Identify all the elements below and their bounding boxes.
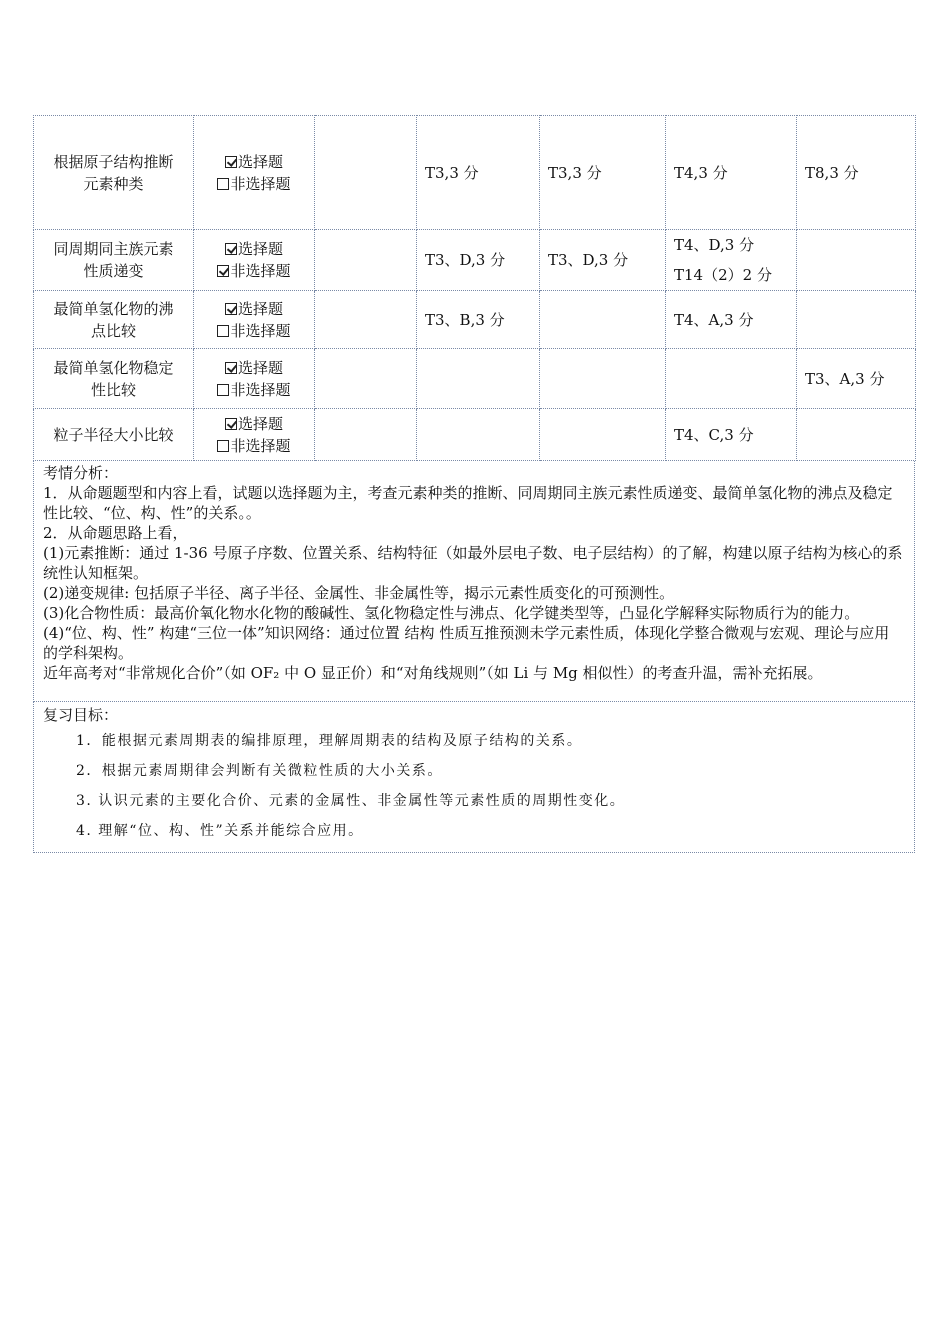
topic-text: 根据原子结构推断 — [53, 152, 174, 171]
score-cell — [540, 291, 666, 349]
analysis-section — [33, 461, 915, 702]
score-text: T14（2）2 分 — [674, 266, 772, 284]
choice-label: 选择题 — [237, 414, 283, 433]
analysis-paragraph: (1)元素推断：通过 1-36 号原子序数、位置关系、结构特征（如最外层电子数、电子层结构）的了解，构建以原子结构为核心的系统性认知框架。 — [43, 544, 903, 582]
topic-text: 最简单氢化物稳定 — [53, 358, 174, 377]
score-cell — [417, 349, 540, 409]
checked-checkbox-icon[interactable] — [225, 243, 237, 255]
exam-stats-table — [33, 115, 916, 461]
table-row — [34, 349, 916, 409]
score-cell — [797, 291, 916, 349]
choice-label: 选择题 — [237, 240, 283, 258]
table-row — [34, 116, 916, 230]
unchecked-checkbox-icon[interactable] — [217, 325, 229, 337]
review-goals-section — [33, 702, 915, 853]
nonchoice-label: 非选择题 — [230, 380, 291, 399]
score-cell: T3,3 分 — [417, 116, 540, 230]
question-type-cell — [194, 409, 315, 461]
choice-label: 选择题 — [237, 299, 283, 318]
empty-cell — [315, 230, 417, 291]
nonchoice-label: 非选择题 — [230, 262, 291, 280]
topic-text: 粒子半径大小比较 — [53, 425, 174, 444]
score-cell — [797, 409, 916, 461]
score-cell: T3、A,3 分 — [797, 349, 916, 409]
goal-item: 2．根据元素周期律会判断有关微粒性质的大小关系。 — [76, 763, 443, 779]
goal-item: 4. 理解“位、构、性”关系并能综合应用。 — [76, 823, 364, 839]
unchecked-checkbox-icon[interactable] — [217, 384, 229, 396]
score-cell: T3,3 分 — [540, 116, 666, 230]
checked-checkbox-icon[interactable] — [225, 418, 237, 430]
topic-text: 同周期同主族元素 — [53, 240, 174, 258]
unchecked-checkbox-icon[interactable] — [217, 440, 229, 452]
topic-cell — [34, 116, 194, 230]
nonchoice-label: 非选择题 — [230, 436, 291, 455]
score-cell — [666, 230, 797, 291]
analysis-heading: 考情分析： — [43, 464, 119, 482]
goal-item: 3. 认识元素的主要化合价、元素的金属性、非金属性等元素性质的周期性变化。 — [76, 793, 626, 809]
score-cell: T3、B,3 分 — [417, 291, 540, 349]
nonchoice-label: 非选择题 — [230, 174, 291, 193]
table-row — [34, 291, 916, 349]
choice-label: 选择题 — [237, 152, 283, 171]
checked-checkbox-icon[interactable] — [225, 362, 237, 374]
checked-checkbox-icon[interactable] — [217, 265, 229, 277]
question-type-cell — [194, 349, 315, 409]
checked-checkbox-icon[interactable] — [225, 303, 237, 315]
analysis-paragraph: 近年高考对“非常规化合价”（如 OF₂ 中 O 显正价）和“对角线规则”（如 Li 与 Mg 相似性）的考查升温，需补充拓展。 — [43, 664, 823, 682]
score-cell — [666, 291, 797, 349]
analysis-paragraph: (3)化合物性质：最高价氧化物水化物的酸碱性、氢化物稳定性与沸点、化学键类型等，凸显化学解释实际物质行为的能力。 — [43, 604, 860, 622]
analysis-paragraph: 1．从命题题型和内容上看，试题以选择题为主，考查元素种类的推断、同周期同主族元素性质递变、最简单氢化物的沸点及稳定性比较、“位、构、性”的关系。。 — [43, 484, 893, 522]
topic-text: 性比较 — [90, 380, 136, 399]
score-cell — [666, 116, 797, 230]
question-type-cell — [194, 291, 315, 349]
topic-text: 性质递变 — [83, 262, 144, 280]
topic-text: 元素种类 — [83, 174, 144, 193]
choice-label: 选择题 — [237, 358, 283, 377]
topic-cell — [34, 291, 194, 349]
score-text: T4、D,3 分 — [674, 236, 755, 254]
analysis-paragraph: 2．从命题思路上看， — [43, 524, 188, 542]
checked-checkbox-icon[interactable] — [225, 156, 237, 168]
score-cell — [417, 409, 540, 461]
analysis-paragraph: (4)“位、构、性” 构建“三位一体”知识网络：通过位置 结构 性质互推预测未学元素性质，体现化学整合微观与宏观、理论与应用的学科架构。 — [43, 624, 890, 662]
score-cell — [797, 230, 916, 291]
goals-heading: 复习目标： — [43, 706, 119, 724]
question-type-cell — [194, 116, 315, 230]
topic-cell — [34, 409, 194, 461]
score-text: T4、A,3 分 — [674, 310, 754, 329]
score-text: T4、C,3 分 — [674, 425, 754, 444]
question-type-cell — [194, 230, 315, 291]
topic-cell — [34, 230, 194, 291]
table-row — [34, 409, 916, 461]
score-cell — [666, 409, 797, 461]
score-cell — [540, 349, 666, 409]
score-cell — [666, 349, 797, 409]
unchecked-checkbox-icon[interactable] — [217, 178, 229, 190]
empty-cell — [315, 291, 417, 349]
nonchoice-label: 非选择题 — [230, 321, 291, 340]
empty-cell — [315, 116, 417, 230]
analysis-paragraph: (2)递变规律: 包括原子半径、离子半径、金属性、非金属性等，揭示元素性质变化的可预测性。 — [43, 584, 675, 602]
topic-cell — [34, 349, 194, 409]
score-cell: T3、D,3 分 — [417, 230, 540, 291]
topic-text: 点比较 — [90, 321, 136, 340]
empty-cell — [315, 349, 417, 409]
score-text: T4,3 分 — [674, 163, 728, 182]
table-row — [34, 230, 916, 291]
goal-item: 1．能根据元素周期表的编排原理，理解周期表的结构及原子结构的关系。 — [76, 733, 583, 749]
score-cell: T3、D,3 分 — [540, 230, 666, 291]
score-cell: T8,3 分 — [797, 116, 916, 230]
empty-cell — [315, 409, 417, 461]
document-sheet — [33, 115, 915, 853]
topic-text: 最简单氢化物的沸 — [53, 299, 174, 318]
score-cell — [540, 409, 666, 461]
